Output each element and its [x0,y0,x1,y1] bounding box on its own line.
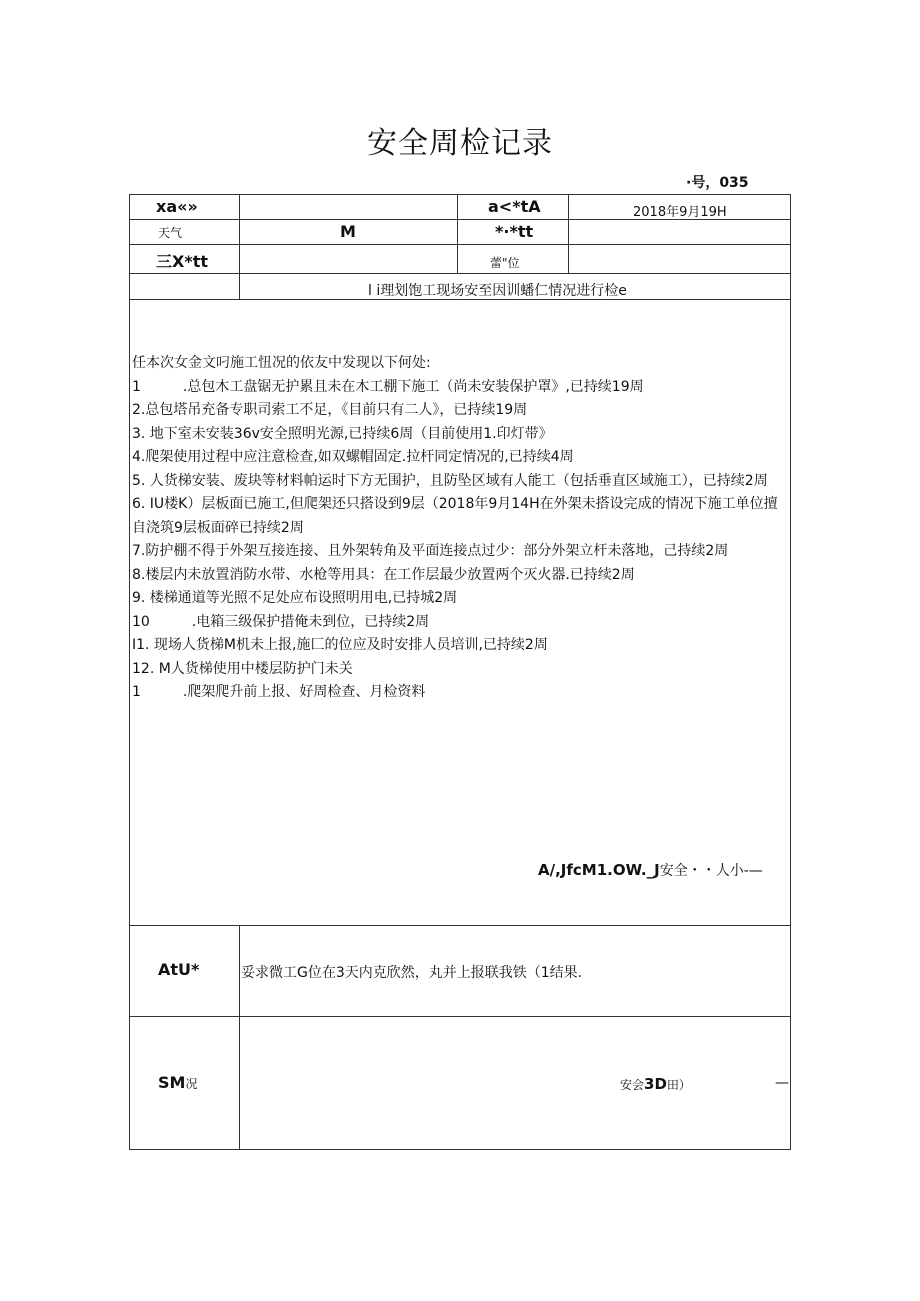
unit-label: 蕾"位 [490,256,520,270]
inspection-findings [132,352,788,705]
row-divider [129,244,791,245]
findings-intro: 任本次女金文叼施工忸况的依友中发现以下何处: [132,355,431,371]
finding-item: 5. 人货梯安装、废块等材料帕运时下方无围护，且防坠区域有人能工（包括垂直区域施工），已持续2周 [132,472,768,489]
row-divider [129,925,791,926]
rectification-label: AtU* [158,960,200,979]
col-divider [457,194,458,273]
finding-item: 10 .电箱三级保护措俺未到位，已持续2周 [132,613,430,630]
finding-item: 2.总包塔吊充备专职司索工不足，《目前只有二人》，已持续19周 [132,402,528,418]
row-divider [129,1016,791,1017]
row-divider [129,273,791,274]
recheck-label-rest: 况 [185,1077,198,1091]
check-date-label: a<*tA [488,197,541,216]
finding-item: I1. 现场人货梯M机未上报,施匚的位应及时安排人员培训,已持续2周 [132,637,548,653]
check-date-value: 2018年9月19H [633,205,727,220]
recheck-note-bold: 3D [644,1075,667,1093]
finding-item: 3. 地下室未安装36v安全照明光源,已持续6周（目前使用1.印灯带》 [132,425,553,442]
col-divider [239,925,240,1150]
finding-item: 6. IU楼K）层板面已施工,但爬架还只搭设到9层（2018年9月14H在外架未搭设完成的情况下施工单位擅自浇筑9层板面碎已持续2周 [132,496,778,536]
finding-item: 4.爬架使用过程中应注意检查,如双螺帽固定.拉杆同定情况的,已持续4周 [132,449,574,465]
weather-value: M [340,222,356,241]
finding-item: 9. 楼梯通道等光照不足处应布设照明用电,已持城2周 [132,590,458,606]
finding-item: 1 .总包木工盘锯无护累且未在木工棚下施工（尚未安装保护罩》,已持续19周 [132,378,644,395]
inspector-label: 三X*tt [156,252,209,271]
signature-rest: 安全・・人小-— [659,863,763,879]
recheck-label [158,1073,197,1092]
finding-item: 8.楼层内未放置消防水带、水枪等用具：在工作层最少放置两个灭火器.已持续2周 [132,566,635,583]
recheck-label-bold: SM [158,1073,186,1092]
project-name-label: xa«» [156,197,198,216]
finding-item: 1 .爬架爬升前上报、好周检查、月检资料 [132,684,426,700]
recheck-note-rest2: 田） [666,1078,691,1092]
col-divider [239,194,240,299]
inspection-scope: l i理划饱工现场安至因训蟠仁情况进行检e [368,283,627,299]
inspector-signature [538,860,763,880]
weather-label: 天气 [158,226,183,240]
rectification-text: 妥求微工G位在3天内克欣然，丸并上报联我铁（1结果. [241,965,583,981]
signature-bold: A/,JfcM1.OW._J [538,861,660,879]
finding-item: 7.防护棚不得于外架互接连接、且外架转角及平面连接点过少：部分外架立杆未落地，己持续2周 [132,543,729,559]
serial-number: ·号，035 [686,175,749,191]
document-title: 安全周检记录 [367,126,553,161]
recheck-dash: — [775,1075,789,1091]
recheck-note-rest1: 安会 [620,1078,645,1092]
finding-item: 12. M人货梯使用中楼层防护门未关 [132,660,353,677]
col-divider [568,194,569,273]
temperature-label: *·*tt [495,222,534,241]
recheck-signature [620,1075,691,1093]
